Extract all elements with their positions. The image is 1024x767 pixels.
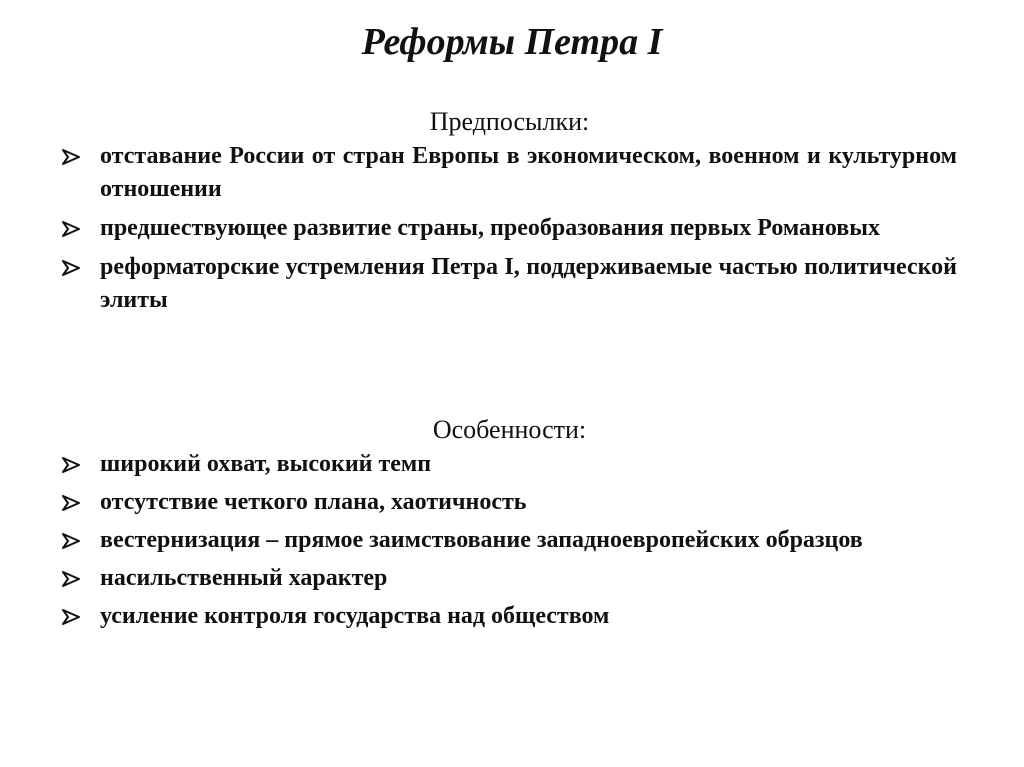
list-item-text: реформаторские устремления Петра I, поддерживаемые частью политической элиты [100, 254, 957, 313]
slide-title: Реформы Петра I [361, 21, 663, 63]
arrowhead-bullet-icon [62, 140, 88, 173]
list-item [62, 448, 957, 481]
arrowhead-bullet-icon [62, 600, 88, 633]
list-item-text: насильственный характер [100, 565, 388, 591]
list-item [62, 524, 957, 557]
prerequisites-list [62, 140, 957, 317]
arrowhead-bullet-icon [62, 562, 88, 595]
list-item [62, 562, 957, 595]
list-item [62, 140, 957, 206]
list-item [62, 486, 957, 519]
list-item-text: отсутствие четкого плана, хаотичность [100, 489, 527, 515]
arrowhead-bullet-icon [62, 524, 88, 557]
features-section [62, 412, 957, 638]
list-item-text: отставание России от стран Европы в экономическом, военном и культурном отношении [100, 143, 957, 202]
prerequisites-heading: Предпосылки: [429, 107, 590, 136]
list-item [62, 600, 957, 633]
features-list [62, 448, 957, 633]
arrowhead-bullet-icon [62, 212, 88, 245]
arrowhead-bullet-icon [62, 486, 88, 519]
list-item [62, 212, 957, 245]
features-heading: Особенности: [432, 415, 587, 444]
arrowhead-bullet-icon [62, 251, 88, 284]
list-item-text: широкий охват, высокий темп [100, 451, 432, 477]
list-item-text: предшествующее развитие страны, преобразования первых Романовых [100, 215, 880, 241]
list-item-text: вестернизация – прямое заимствование западноевропейских образцов [100, 527, 863, 553]
list-item-text: усиление контроля государства над обществом [100, 603, 610, 629]
list-item [62, 251, 957, 317]
prerequisites-section [62, 104, 957, 323]
arrowhead-bullet-icon [62, 448, 88, 481]
